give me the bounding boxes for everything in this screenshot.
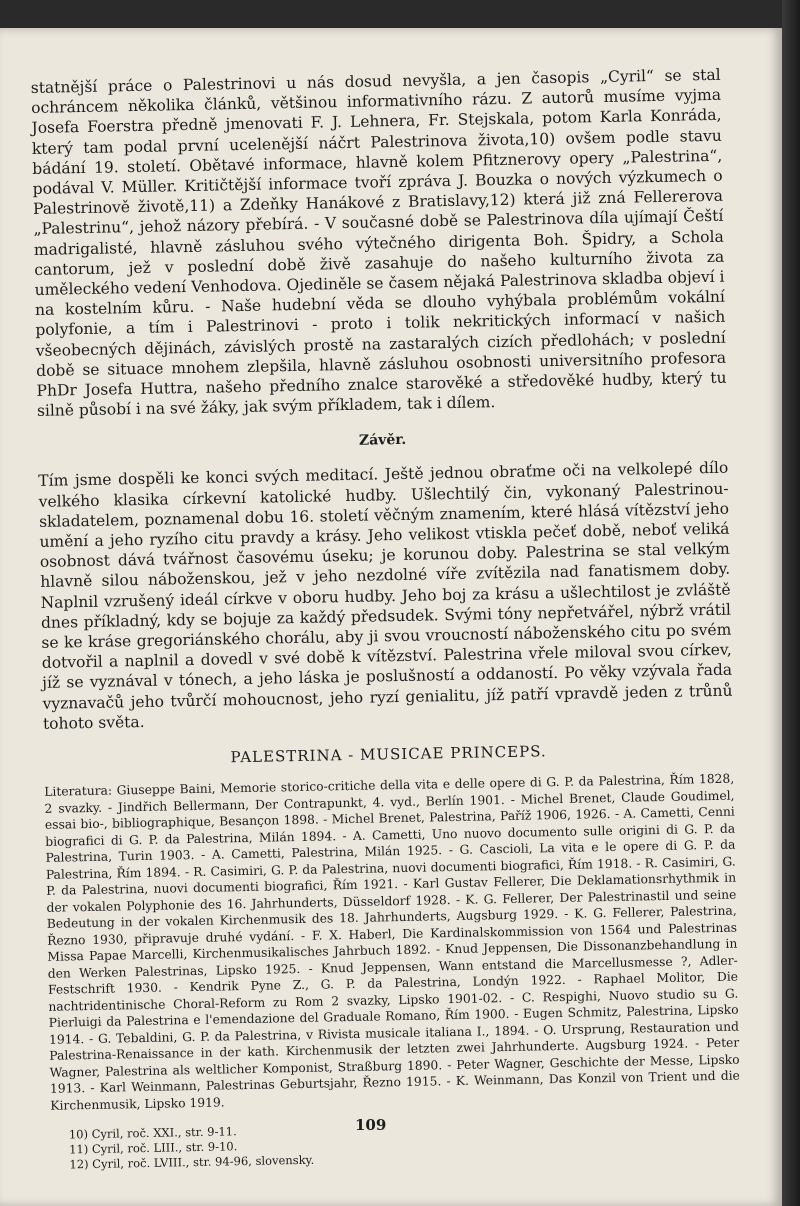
page-edge-shadow bbox=[782, 0, 800, 1206]
bibliography-text: Literatura: Giuseppe Baini, Memorie storico-critiche della vita e delle opere di G. P. da Palestrina, Řím 1828, 2 svazky. - Jindřich Bellermann, Der Contrapunkt, 4. vyd., Berlín 1901. - Michel Brenet, Claude Goudimel, essai bio-, bibliographique, Besançon 1898. - Michel Brenet, Palestrina, Paříž 1906, 1926. - A. Cametti, Cenni biografici di G. P. da Palestrina, Milán 1894. - A. Cametti, Uno nuovo documento sulle origini di G. P. da Palestrina, Turin 1903. - A. Cametti, Palestrina, Milán 1925. - G. Cascioli, La vita e le opere di G. P. da Palestrina, Řím 1894. - R. Casimiri, G. P. da Palestrina, nuovi documenti biografici, Řím 1918. - R. Casimiri, G. P. da Palestrina, nuovi documenti biografici, Řím 1921. - Karl Gustav Fellerer, Die Deklamationsrhythmik in der vokalen Polyphonie des 16. Jahrhunderts, Düsseldorf 1928. - K. G. Fellerer, Der Palestrinastil und seine Bedeutung in der vokalen Kirchenmusik des 18. Jahrhunderts, Augsburg 1929. - K. G. Fellerer, Palestrina, Řezno 1930, připravuje druhé vydání. - F. X. Haberl, Die Kardinalskommission von 1564 und Palestrinas Missa Papae Marcelli, Kirchenmusikalisches Jahrbuch 1892. - Knud Jeppensen, Die Dissonanzbehandlung in den Werken Palestrinas, Lipsko 1925. - Knud Jeppensen, Wann entstand die Marcellusmesse ?, Adler-Festschrift 1930. - Kendrik Pyne Z., G. P. da Palestrina, Londýn 1922. - Raphael Molitor, Die nachtridentinische Choral-Reform zu Rom 2 svazky, Lipsko 1901-02. - C. Respighi, Nuovo studio su G. Pierluigi da Palestrina e l'emendazione del Graduale Romano, Řím 1900. - Eugen Schmitz, Palestrina, Lipsko 1914. - G. Tebaldini, G. P. da Palestrina, v Rivista musicale italiana I., 1894. - O. Ursprung, Restauration und Palestrina-Renaissance in der kath. Kirchenmusik der letzten zwei Jahrhunderte. Augsburg 1924. - Peter Wagner, Palestrina als weltlicher Komponist, Straßburg 1890. - Peter Wagner, Geschichte der Messe, Lipsko 1913. - Karl Weinmann, Palestrinas Geburtsjahr, Řezno 1915. - K. Weinmann, Das Konzil von Trient und die Kirchenmusik, Lipsko 1919. bbox=[44, 771, 740, 1113]
body-paragraph-2: Tím jsme dospěli ke konci svých meditací. Ještě jednou obraťme oči na velkolepé dílo velkého klasika církevní katolické hudby. Ušlechtilý čin, vykonaný Palestrinou-skladatelem, poznamenal dobu 16. století věčným znamením, které hlásá vítězství jeho umění a jeho ryzího citu pravdy a krásy. Jeho velikost vtiskla pečeť době, neboť veliká osobnost dává tvářnost časovému úseku; je korunou doby. Palestrina se stal velkým hlavně silou náboženskou, jež v jeho nezdolné víře zvítězila nad fanatismem doby. Naplnil vzrušený ideál církve v oboru hudby. Jeho boj za krásu a ušlechtilost je zvláště dnes příkladný, kdy se bojuje za každý předsudek. Svými tóny nepřetvářel, nýbrž vrátil se ke kráse gregoriánského chorálu, aby ji svou vroucností náboženského citu po svém dotvořil a naplnil a dovedl v své době k vítězství. Palestrina vřele miloval svou církev, jíž se vyznával v tónech, a jeho láska je poslušností a oddaností. Po věky vzývala řada vyznavačů jeho tvůrčí mohoucnost, jeho ryzí genialitu, jíž patří vpravdě jeden z trůnů tohoto světa. bbox=[38, 459, 733, 733]
page-number: 109 bbox=[355, 1116, 387, 1134]
section-heading: Závěr. bbox=[358, 432, 407, 450]
footnote: 10) Cyril, roč. XXI., str. 9-11. bbox=[68, 1124, 237, 1142]
bibliography-title: PALESTRINA - MUSICAE PRINCEPS. bbox=[230, 742, 547, 767]
footnote: 11) Cyril, roč. LIII., str. 9-10. bbox=[69, 1139, 238, 1157]
footnote: 12) Cyril, roč. LVIII., str. 94-96, slovensky. bbox=[69, 1152, 315, 1172]
body-paragraph-1: statnější práce o Palestrinovi u nás dosud nevyšla, a jen časopis „Cyril“ se stal ochráncem několika článků, většinou informativního rázu. Z autorů musíme vyjma Josefa Foerstra předně jmenovati F. J. Lehnera, Fr. Stejskala, potom Karla Konráda, který tam podal první ucelenější náčrt Palestrinova života,10) ovšem podle stavu bádání 19. století. Obětavé informace, hlavně kolem Pfitznerovy opery „Palestrina“, podával V. Müller. Kritičtější informace tvoří zpráva J. Bouzka o nových výzkumech o Palestrinově životě,11) a Zdeňky Hanákové z Bratislavy,12) která již zná Fellererova „Palestrinu“, jehož názory přebírá. - V současné době se Palestrinova díla ujímají Čeští madrigalisté, hlavně zásluhou svého výtečného dirigenta Boh. Špidry, a Schola cantorum, jež v poslední době živě zasahuje do našeho kulturního života za uměleckého vedení Venhodova. Ojediněle se časem nějaká Palestrinova skladba objeví i na kostelním kůru. - Naše hudební věda se dlouho vyhýbala problémům vokální polyfonie, a tím i Palestrinovi - proto i tolik nekritických informací v našich všeobecných dějinách, závislých prostě na zastaralých cizích předlohách; v poslední době se situace mnohem zlepšila, hlavně zásluhou osobnosti universitního profesora PhDr Josefa Huttra, našeho předního znalce starověké a středověké hudby, který tu silně působí i na své žáky, jak svým příkladem, tak i dílem. bbox=[30, 65, 727, 421]
page-content bbox=[30, 35, 741, 1173]
